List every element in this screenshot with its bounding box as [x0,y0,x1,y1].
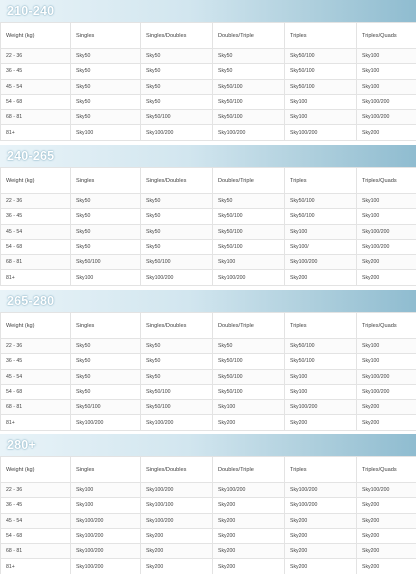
table-cell: Sky50 [71,110,141,125]
table-row [1,384,416,399]
table-row [1,194,416,209]
table-cell: Sky50 [141,49,213,64]
table-cell: Sky50/100 [213,110,285,125]
section-240-265 [0,145,416,286]
section-210-240 [0,0,416,141]
header-cell: Singles [71,23,141,49]
table-cell: Sky50/100 [285,64,357,79]
table-cell: Sky100 [71,125,141,140]
header-cell: Singles [71,168,141,194]
table-cell: 45 - 54 [1,79,71,94]
table-cell: 36 - 45 [1,209,71,224]
header-cell: Weight (kg) [1,313,71,339]
table-cell: Sky50/100 [141,110,213,125]
table-cell: Sky50 [71,384,141,399]
table-cell: Sky50/100 [285,339,357,354]
header-cell: Triples/Quads [357,457,416,483]
table-cell: Sky100 [285,94,357,109]
table-cell: Sky100/200 [141,513,213,528]
size-table [0,456,416,574]
table-cell: Sky50/100 [285,354,357,369]
table-header-row [1,168,416,194]
table-cell: Sky100/ [285,239,357,254]
table-cell: Sky100/200 [141,270,213,285]
header-cell: Doubles/Triple [213,313,285,339]
table-cell: Sky50 [141,64,213,79]
section-banner [0,290,416,312]
size-table [0,22,416,141]
table-cell: Sky100/200 [71,544,141,559]
table-cell: Sky100/200 [285,483,357,498]
table-cell: Sky50 [141,194,213,209]
header-cell: Weight (kg) [1,23,71,49]
table-cell: Sky100 [285,369,357,384]
size-table [0,312,416,431]
table-cell: Sky200 [357,255,416,270]
table-row [1,559,416,574]
table-cell: Sky50 [141,94,213,109]
table-cell: Sky100/200 [213,125,285,140]
table-cell: Sky50 [71,354,141,369]
header-cell: Triples [285,168,357,194]
table-row [1,224,416,239]
table-cell: Sky50 [213,64,285,79]
table-cell: Sky100/200 [285,125,357,140]
table-cell: 81+ [1,415,71,430]
table-cell: Sky50 [141,339,213,354]
table-cell: Sky50 [71,339,141,354]
header-cell: Singles/Doubles [141,168,213,194]
table-cell: Sky100/200 [357,384,416,399]
table-cell: Sky50 [141,209,213,224]
table-cell: Sky50 [213,194,285,209]
table-cell: Sky200 [357,415,416,430]
table-cell: Sky100 [213,400,285,415]
header-cell: Singles [71,457,141,483]
table-cell: Sky100/200 [71,513,141,528]
table-cell: Sky200 [357,528,416,543]
table-cell: Sky200 [357,125,416,140]
table-cell: Sky100/200 [357,110,416,125]
table-cell: Sky100/200 [71,528,141,543]
header-cell: Singles/Doubles [141,313,213,339]
header-cell: Doubles/Triple [213,23,285,49]
table-row [1,354,416,369]
table-row [1,64,416,79]
section-banner [0,434,416,456]
table-cell: Sky100 [285,224,357,239]
table-cell: Sky100/200 [285,400,357,415]
table-cell: 45 - 54 [1,224,71,239]
table-cell: Sky50 [71,94,141,109]
table-cell: Sky50/100 [141,384,213,399]
table-row [1,400,416,415]
table-cell: Sky200 [357,559,416,574]
table-cell: Sky50/100 [213,239,285,254]
section-280-plus [0,434,416,574]
table-cell: Sky100/200 [285,498,357,513]
table-cell: Sky200 [213,513,285,528]
table-cell: 68 - 81 [1,110,71,125]
table-cell: Sky50 [71,64,141,79]
table-cell: Sky100 [357,339,416,354]
table-cell: Sky100/200 [141,125,213,140]
table-cell: 22 - 36 [1,49,71,64]
table-cell: Sky100/200 [285,255,357,270]
section-title: 240-265 [7,149,55,163]
header-cell: Singles/Doubles [141,23,213,49]
table-cell: Sky200 [285,559,357,574]
table-cell: Sky200 [357,513,416,528]
table-cell: Sky50 [213,339,285,354]
table-cell: 54 - 68 [1,384,71,399]
table-cell: Sky50/100 [213,224,285,239]
table-cell: Sky50 [141,369,213,384]
table-cell: Sky100 [357,49,416,64]
table-cell: Sky200 [213,498,285,513]
section-title: 210-240 [7,4,55,18]
table-row [1,125,416,140]
table-cell: Sky50/100 [213,384,285,399]
table-header-row [1,457,416,483]
table-row [1,49,416,64]
table-cell: Sky200 [357,544,416,559]
table-row [1,498,416,513]
table-cell: Sky100 [285,110,357,125]
table-cell: Sky100 [71,270,141,285]
table-row [1,483,416,498]
table-row [1,110,416,125]
table-cell: Sky100/200 [357,239,416,254]
table-cell: Sky200 [213,415,285,430]
table-cell: 36 - 45 [1,498,71,513]
table-cell: 22 - 36 [1,194,71,209]
header-cell: Doubles/Triple [213,457,285,483]
table-cell: Sky100/200 [357,483,416,498]
table-row [1,255,416,270]
table-cell: 22 - 36 [1,483,71,498]
table-cell: Sky50 [71,194,141,209]
table-row [1,239,416,254]
table-cell: Sky200 [213,559,285,574]
table-cell: 36 - 45 [1,64,71,79]
table-cell: Sky100 [357,194,416,209]
table-cell: Sky100 [71,483,141,498]
table-cell: Sky50/100 [213,79,285,94]
table-cell: Sky100/200 [357,224,416,239]
table-cell: Sky50/100 [213,354,285,369]
table-cell: 81+ [1,270,71,285]
table-row [1,270,416,285]
table-cell: Sky50 [71,224,141,239]
header-cell: Triples [285,457,357,483]
table-cell: 81+ [1,125,71,140]
table-cell: Sky50/100 [285,79,357,94]
table-row [1,209,416,224]
table-cell: Sky50 [71,49,141,64]
table-cell: Sky50 [71,79,141,94]
table-cell: Sky200 [285,415,357,430]
table-cell: Sky50/100 [141,400,213,415]
table-cell: 81+ [1,559,71,574]
table-cell: Sky200 [285,528,357,543]
table-cell: 54 - 68 [1,528,71,543]
table-cell: 45 - 54 [1,513,71,528]
table-row [1,339,416,354]
table-cell: Sky200 [213,528,285,543]
header-cell: Triples/Quads [357,313,416,339]
table-cell: Sky200 [285,513,357,528]
section-banner [0,145,416,167]
table-cell: Sky50 [141,79,213,94]
table-cell: 45 - 54 [1,369,71,384]
header-cell: Weight (kg) [1,168,71,194]
table-cell: Sky50/100 [285,194,357,209]
table-cell: Sky100 [357,64,416,79]
table-cell: Sky200 [141,528,213,543]
table-cell: Sky50/100 [213,94,285,109]
table-cell: Sky100/200 [213,270,285,285]
table-cell: Sky200 [141,544,213,559]
table-cell: Sky200 [357,270,416,285]
table-cell: Sky100/200 [357,94,416,109]
table-cell: Sky50 [71,369,141,384]
header-cell: Doubles/Triple [213,168,285,194]
table-cell: Sky50 [141,239,213,254]
table-cell: Sky50/100 [71,400,141,415]
table-cell: Sky100/200 [141,483,213,498]
table-cell: Sky100/200 [357,369,416,384]
table-cell: Sky100 [357,209,416,224]
table-row [1,369,416,384]
table-cell: Sky100 [71,498,141,513]
table-row [1,528,416,543]
table-cell: Sky100/200 [213,483,285,498]
table-cell: Sky50 [71,209,141,224]
table-header-row [1,313,416,339]
table-row [1,94,416,109]
table-cell: Sky50/100 [213,209,285,224]
table-cell: 68 - 81 [1,400,71,415]
header-cell: Triples [285,313,357,339]
table-cell: Sky100 [213,255,285,270]
table-cell: Sky50 [213,49,285,64]
table-cell: Sky100/100 [141,498,213,513]
table-cell: Sky200 [141,559,213,574]
table-cell: Sky100/200 [71,559,141,574]
table-row [1,513,416,528]
table-cell: 68 - 81 [1,255,71,270]
table-cell: Sky50/100 [285,49,357,64]
table-cell: Sky100 [285,384,357,399]
section-title: 265-280 [7,294,55,308]
table-cell: 22 - 36 [1,339,71,354]
table-cell: 54 - 68 [1,239,71,254]
section-title: 280+ [7,438,36,452]
table-cell: Sky50 [141,224,213,239]
table-cell: Sky200 [285,544,357,559]
table-cell: Sky50 [71,239,141,254]
table-cell: 54 - 68 [1,94,71,109]
table-cell: Sky50/100 [141,255,213,270]
header-cell: Weight (kg) [1,457,71,483]
table-cell: Sky200 [285,270,357,285]
size-table [0,167,416,286]
header-cell: Singles [71,313,141,339]
table-cell: Sky100/200 [141,415,213,430]
table-cell: Sky100 [357,354,416,369]
table-cell: Sky200 [213,544,285,559]
header-cell: Singles/Doubles [141,457,213,483]
table-cell: 68 - 81 [1,544,71,559]
table-cell: Sky50/100 [285,209,357,224]
table-row [1,79,416,94]
section-265-280 [0,290,416,431]
header-cell: Triples/Quads [357,23,416,49]
table-cell: Sky200 [357,498,416,513]
table-row [1,544,416,559]
table-cell: Sky200 [357,400,416,415]
table-row [1,415,416,430]
table-cell: Sky100/200 [71,415,141,430]
table-cell: Sky50/100 [213,369,285,384]
table-cell: Sky50 [141,354,213,369]
table-header-row [1,23,416,49]
table-cell: 36 - 45 [1,354,71,369]
header-cell: Triples [285,23,357,49]
table-cell: Sky100 [357,79,416,94]
table-cell: Sky50/100 [71,255,141,270]
section-banner [0,0,416,22]
header-cell: Triples/Quads [357,168,416,194]
